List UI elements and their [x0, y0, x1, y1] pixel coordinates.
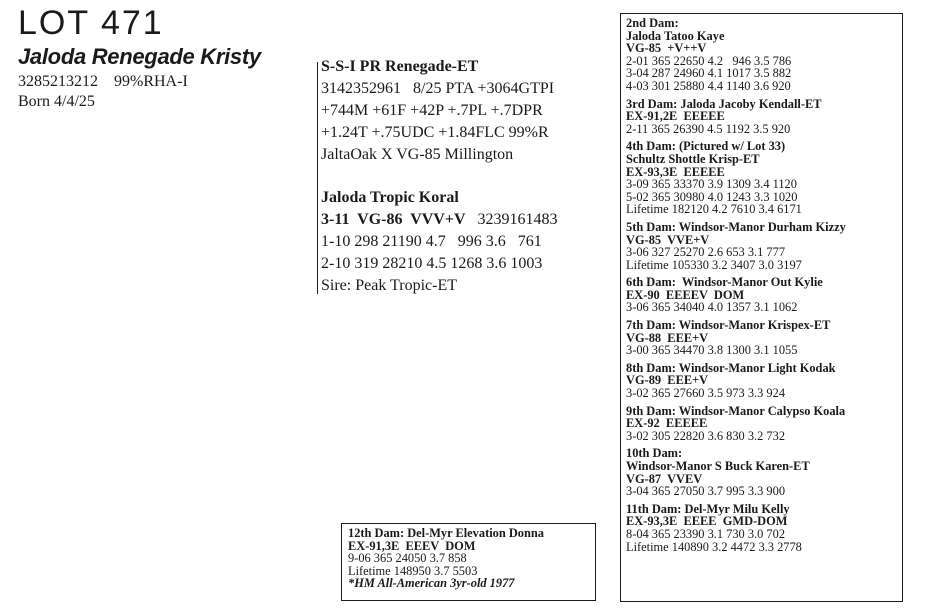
dam-classification: 3-11 VG-86 VVV+V — [321, 211, 466, 228]
generation-record: Lifetime 182120 4.2 7610 3.4 6171 — [626, 202, 802, 217]
pedigree-generation — [626, 362, 902, 400]
generation-header: 11th Dam: Del-Myr Milu Kelly — [626, 501, 790, 516]
generation-classification: EX-93,3E EEEE GMD-DOM — [626, 514, 788, 529]
generation-header: 9th Dam: Windsor-Manor Calypso Koala — [626, 403, 846, 418]
sire-name: S-S-I PR Renegade-ET — [321, 58, 479, 75]
pedigree-generation — [626, 221, 902, 271]
generation-record: 2-11 365 26390 4.5 1192 3.5 920 — [626, 121, 791, 136]
generation-record: 3-00 365 34470 3.8 1300 3.1 1055 — [626, 343, 798, 358]
twelfth-dam-record: Lifetime 148950 3.7 5503 — [348, 563, 478, 578]
animal-info — [18, 72, 188, 112]
generation-record: 3-09 365 33370 3.9 1309 3.4 1120 — [626, 177, 797, 192]
twelfth-dam-classification: EX-91,3E EEEV DOM — [348, 538, 476, 553]
generation-record: Lifetime 140890 3.2 4472 3.3 2778 — [626, 539, 802, 554]
dam-sire-line: Sire: Peak Tropic-ET — [321, 277, 457, 294]
generation-header: 3rd Dam: Jaloda Jacoby Kendall-ET — [626, 96, 822, 111]
generation-classification: VG-87 VVEV — [626, 471, 703, 486]
generation-classification: VG-85 +V++V — [626, 41, 707, 56]
sire-line: 3142352961 8/25 PTA +3064GTPI — [321, 80, 555, 97]
generation-header: 8th Dam: Windsor-Manor Light Kodak — [626, 360, 836, 375]
twelfth-dam-record: 9-06 365 24050 3.7 858 — [348, 551, 467, 566]
generation-classification: VG-85 VVE+V — [626, 232, 710, 247]
generation-record: 5-02 365 30980 4.0 1243 3.3 1020 — [626, 189, 798, 204]
pedigree-generation — [626, 447, 902, 497]
twelfth-dam-note: *HM All-American 3yr-old 1977 — [348, 576, 515, 591]
generation-name: Schultz Shottle Krisp-ET — [626, 151, 760, 166]
generation-header: 4th Dam: (Pictured w/ Lot 33) — [626, 139, 786, 154]
pedigree-generation — [626, 98, 902, 136]
pedigree-generation — [626, 405, 902, 443]
generation-classification: EX-90 EEEEV DOM — [626, 287, 745, 302]
generation-header: 2nd Dam: — [626, 16, 679, 30]
dam-record: 1-10 298 21190 4.7 996 3.6 761 — [321, 233, 542, 250]
generation-record: Lifetime 105330 3.2 3407 3.0 3197 — [626, 257, 802, 272]
generation-record: 3-04 287 24960 4.1 1017 3.5 882 — [626, 66, 792, 81]
pedigree-generation — [626, 17, 902, 93]
generation-record: 3-02 365 27660 3.5 973 3.3 924 — [626, 386, 786, 401]
pedigree-generation — [626, 503, 902, 553]
animal-born-date: Born 4/4/25 — [18, 93, 95, 110]
generation-classification: EX-93,3E EEEEE — [626, 164, 725, 179]
generation-name: Windsor-Manor S Buck Karen-ET — [626, 459, 810, 473]
dam-name: Jaloda Tropic Koral — [321, 189, 459, 206]
generation-classification: EX-91,2E EEEEE — [626, 109, 725, 124]
sire-dam-divider — [317, 62, 318, 294]
dam-block — [321, 187, 611, 297]
animal-registration: 3285213212 99%RHA-I — [18, 73, 188, 90]
pedigree-generation — [626, 140, 902, 216]
generation-header: 7th Dam: Windsor-Manor Krispex-ET — [626, 318, 831, 333]
generation-record: 8-04 365 23390 3.1 730 3.0 702 — [626, 526, 786, 541]
generation-record: 3-06 327 25270 2.6 653 3.1 777 — [626, 245, 786, 260]
generation-record: 3-04 365 27050 3.7 995 3.3 900 — [626, 484, 786, 499]
sire-line: +1.24T +.75UDC +1.84FLC 99%R — [321, 124, 549, 141]
generation-classification: VG-89 EEE+V — [626, 373, 709, 388]
sire-line: +744M +61F +42P +.7PL +.7DPR — [321, 102, 543, 119]
generation-record: 4-03 301 25880 4.4 1140 3.6 920 — [626, 78, 791, 93]
dam-registration: 3239161483 — [477, 211, 558, 228]
pedigree-generation — [626, 276, 902, 314]
pedigree-generation — [626, 319, 902, 357]
twelfth-dam-header: 12th Dam: Del-Myr Elevation Donna — [348, 526, 544, 540]
dam-classification-row — [321, 209, 611, 231]
generation-record: 3-02 305 22820 3.6 830 3.2 732 — [626, 428, 786, 443]
pedigree-box — [620, 13, 903, 602]
sire-block — [321, 56, 611, 166]
generation-name: Jaloda Tatoo Kaye — [626, 28, 725, 43]
twelfth-dam-box — [341, 523, 596, 601]
generation-record: 2-01 365 22650 4.2 946 3.5 786 — [626, 53, 792, 68]
generation-record: 3-06 365 34040 4.0 1357 3.1 1062 — [626, 300, 798, 315]
generation-header: 10th Dam: — [626, 446, 683, 461]
generation-header: 5th Dam: Windsor-Manor Durham Kizzy — [626, 219, 846, 234]
sire-line: JaltaOak X VG-85 Millington — [321, 146, 514, 163]
dam-record: 2-10 319 28210 4.5 1268 3.6 1003 — [321, 255, 543, 272]
generation-header: 6th Dam: Windsor-Manor Out Kylie — [626, 275, 823, 290]
generation-classification: EX-92 EEEEE — [626, 416, 708, 431]
animal-name: Jaloda Renegade Kristy — [18, 44, 261, 69]
generation-classification: VG-88 EEE+V — [626, 330, 709, 345]
lot-title: LOT 471 — [18, 4, 164, 42]
